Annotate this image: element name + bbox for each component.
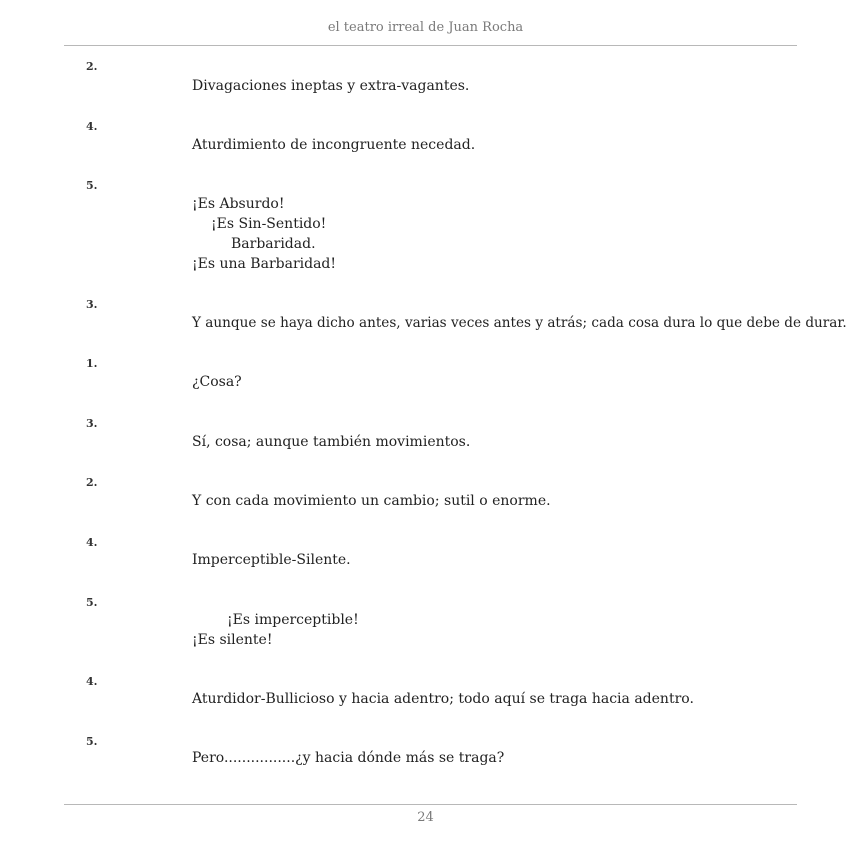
dialogue-line: Y con cada movimiento un cambio; sutil o enorme. [192,493,551,509]
dialogue-line: Divagaciones ineptas y extra-vagantes. [192,78,470,94]
speaker-number: 5. [86,596,98,609]
footer-rule [64,804,797,805]
speaker-number: 3. [86,417,98,430]
page-number: 24 [417,810,434,825]
speaker-number: 5. [86,735,98,748]
speaker-number: 3. [86,298,98,311]
dialogue-line: ¡Es silente! [192,632,273,648]
speaker-number: 2. [86,60,98,73]
header-rule [64,45,797,46]
speaker-number: 4. [86,536,98,549]
speaker-number: 5. [86,179,98,192]
dialogue-line: Aturdidor-Bullicioso y hacia adentro; todo aquí se traga hacia adentro. [192,691,694,707]
running-header: el teatro irreal de Juan Rocha [327,20,524,35]
dialogue-line: ¡Es Sin-Sentido! [211,216,327,232]
speaker-number: 4. [86,675,98,688]
dialogue-line: Barbaridad. [231,236,316,252]
dialogue-line: Pero................¿y hacia dónde más se traga? [192,750,505,766]
dialogue-line: Aturdimiento de incongruente necedad. [192,137,476,153]
dialogue-line: Sí, cosa; aunque también movimientos. [192,434,471,450]
speaker-number: 2. [86,476,98,489]
dialogue-line: ¡Es imperceptible! [227,612,359,628]
dialogue-line: ¿Cosa? [192,374,242,390]
speaker-number: 4. [86,120,98,133]
dialogue-line: ¡Es una Barbaridad! [192,256,337,272]
dialogue-line: ¡Es Absurdo! [192,196,285,212]
speaker-number: 1. [86,357,98,370]
dialogue-line: Imperceptible-Silente. [192,552,351,568]
dialogue-line: Y aunque se haya dicho antes, varias veces antes y atrás; cada cosa dura lo que debe de durar. [192,315,847,331]
